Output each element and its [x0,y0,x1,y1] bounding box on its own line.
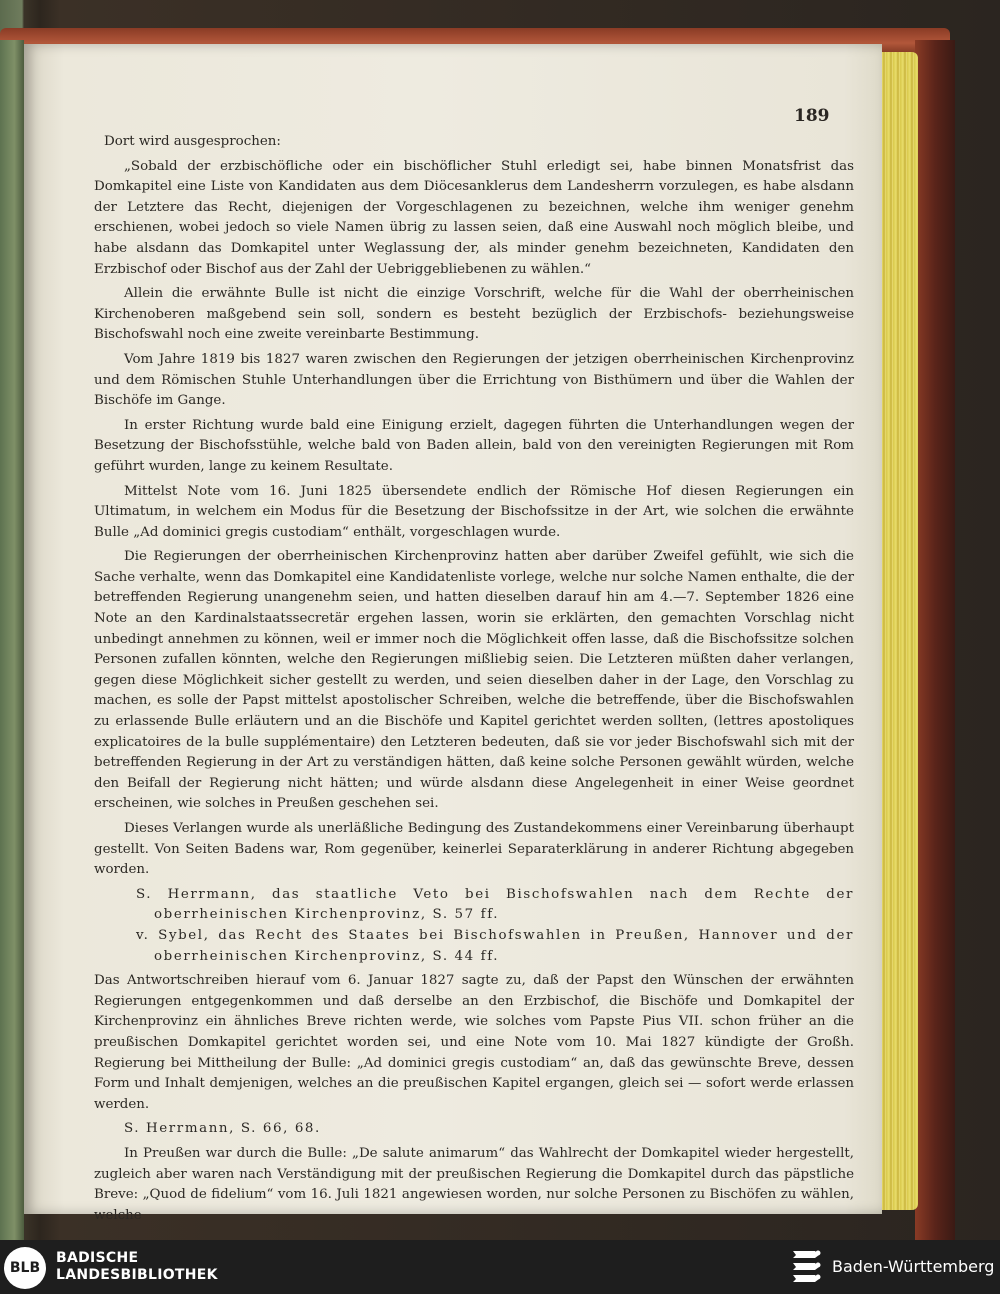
paragraph: Vom Jahre 1819 bis 1827 waren zwischen den Regierungen der jetzigen oberrheinischen Kirchenprovinz und dem Römischen Stuhle Unterhandlungen über die Errichtung von Bisthümern und über die Wahlen der Bischöfe im Gange. [94,351,854,409]
reference-herrmann-short: S. Herrmann, S. 66, 68. [124,1121,321,1137]
blb-name[interactable] [56,1250,218,1284]
bw-name[interactable]: Baden-Württemberg [832,1257,995,1276]
footer-bar [0,1240,1000,1294]
page-number: 189 [794,106,830,126]
book-page [24,44,882,1223]
blb-logo-icon[interactable]: BLB [4,1247,46,1289]
paragraph: Allein die erwähnte Bulle ist nicht die einzige Vorschrift, welche für die Wahl der oberrheinischen Kirchenoberen maßgebend sein soll, sondern es besteht bezüglich der Erzbischofs- beziehungsweise Bischofswahl noch eine zweite vereinbarte Bestimmung. [94,286,854,343]
paragraph: Das Antwortschreiben hierauf vom 6. Januar 1827 sagte zu, daß der Papst den Wünschen der erwähnten Regierungen entgegenkommen und daß derselbe an den Erzbischof, die Bischöfe und Domkapitel der Kirchenprovinz ein ähnliches Breve richten werde, wie solches vom Papste Pius VII. schon früher an die preußischen Domkapitel gerichtet worden sei, und eine Note vom 10. Mai 1827 kündigte der Großh. Regierung bei Mittheilung der Bulle: „Ad dominici gregis custodiam“ an, daß das gewünschte Breve, dessen Form und Inhalt demjenigen, welches an die preußischen Kapitel ergangen, gleich sei — sofort werde erlassen werden. [94,973,854,1112]
book-binding-right [915,40,955,1240]
lions-coat-of-arms-icon[interactable] [790,1248,824,1286]
paragraph: In Preußen war durch die Bulle: „De salute animarum“ das Wahlrecht der Domkapitel wieder hergestellt, zugleich aber waren nach Verständigung mit der preußischen Regierung die Domkapitel durch das päpstliche Breve: „Quod de fidelium“ vom 16. Juli 1821 angewiesen worden, nur solche Personen zu Bischöfen zu wählen, welche [94,1145,854,1223]
blb-name-line1: BADISCHE [56,1250,139,1266]
blb-name-line2: LANDESBIBLIOTHEK [56,1267,218,1283]
paragraph-quote: „Sobald der erzbischöfliche oder ein bischöflicher Stuhl erledigt sei, habe binnen Monatsfrist das Domkapitel eine Liste von Kandidaten aus dem Diöcesanklerus dem Landesherrn vorzulegen, es habe alsdann der Letztere das Recht, diejenigen der Vorgeschlagenen zu bezeichnen, welche ihm weniger genehm erschienen, wobei jedoch so viele Namen übrig zu lassen seien, daß eine Auswahl noch möglich bleibe, und habe alsdann das Domkapitel unter Weglassung der, als minder genehm bezeichneten, Kandidaten den Erzbischof oder Bischof aus der Zahl der Uebriggebliebenen zu wählen.“ [94,158,854,277]
reference-sybel: v. Sybel, das Recht des Staates bei Bischofswahlen in Preußen, Hannover und der oberrheinischen Kirchenprovinz, S. 44 ff. [136,927,854,964]
paragraph: Dieses Verlangen wurde als unerläßliche Bedingung des Zustandekommens einer Vereinbarung überhaupt gestellt. Von Seiten Badens war, Rom gegenüber, keinerlei Separaterklärung in anderer Richtung abgegeben worden. [94,821,854,878]
book-binding-left [0,40,24,1240]
paragraph-intro: Dort wird ausgesprochen: [104,134,281,149]
paragraph: Die Regierungen der oberrheinischen Kirchenprovinz hatten aber darüber Zweifel gefühlt, wie sich die Sache verhalte, wenn das Domkapitel eine Kandidatenliste vorlege, welche nur solche Namen enthalte, die der betreffenden Regierung unangenehm seien, und hatten dieselben darauf hin am 4.—7. September 1826 eine Note an den Kardinalstaatssecretär ergehen lassen, worin sie erklärten, den gemachten Vorschlag nicht unbedingt annehmen zu können, weil er immer noch die Möglichkeit offen lasse, daß die Bischofssitze solchen Personen zufallen könnten, welche den Regierungen mißliebig seien. Die Letzteren müßten daher verlangen, gegen diese Möglichkeit sicher gestellt zu werden, und seien dieselben daher in der Lage, den Vorschlag zu machen, es solle der Papst mittelst apostolischer Schreiben, welche die betreffende, über die Bischofswahlen zu erlassende Bulle erläutern und an die Bischöfe und Kapitel gerichtet werden sollten, (lettres apostoliques explicatoires de la bulle supplémentaire) den Letzteren bedeuten, daß sie vor jeder Bischofswahl sich mit der betreffenden Regierung in der Art zu verständigen hätten, daß keine solche Personen gewählt würden, welche den Beifall der Regierung nicht hätten; und würde alsdann diese Angelegenheit in einer Weise geordnet erscheinen, wie solches in Preußen geschehen sei. [94,549,854,812]
reference-herrmann: S. Herrmann, das staatliche Veto bei Bischofswahlen nach dem Rechte der oberrheinischen Kirchenprovinz, S. 57 ff. [136,886,854,923]
paragraph: Mittelst Note vom 16. Juni 1825 übersendete endlich der Römische Hof diesen Regierungen ein Ultimatum, in welchem ein Modus für die Besetzung der Bischofssitze in der Art, wie solchen die erwähnte Bulle „Ad dominici gregis custodiam“ enthält, vorgeschlagen wurde. [94,483,854,540]
page-text [94,132,854,1230]
paragraph: In erster Richtung wurde bald eine Einigung erzielt, dagegen führten die Unterhandlungen wegen der Besetzung der Bischofsstühle, welche bald von Baden allein, bald von den vereinigten Regierungen mit Rom geführt wurden, lange zu keinem Resultate. [94,417,854,474]
